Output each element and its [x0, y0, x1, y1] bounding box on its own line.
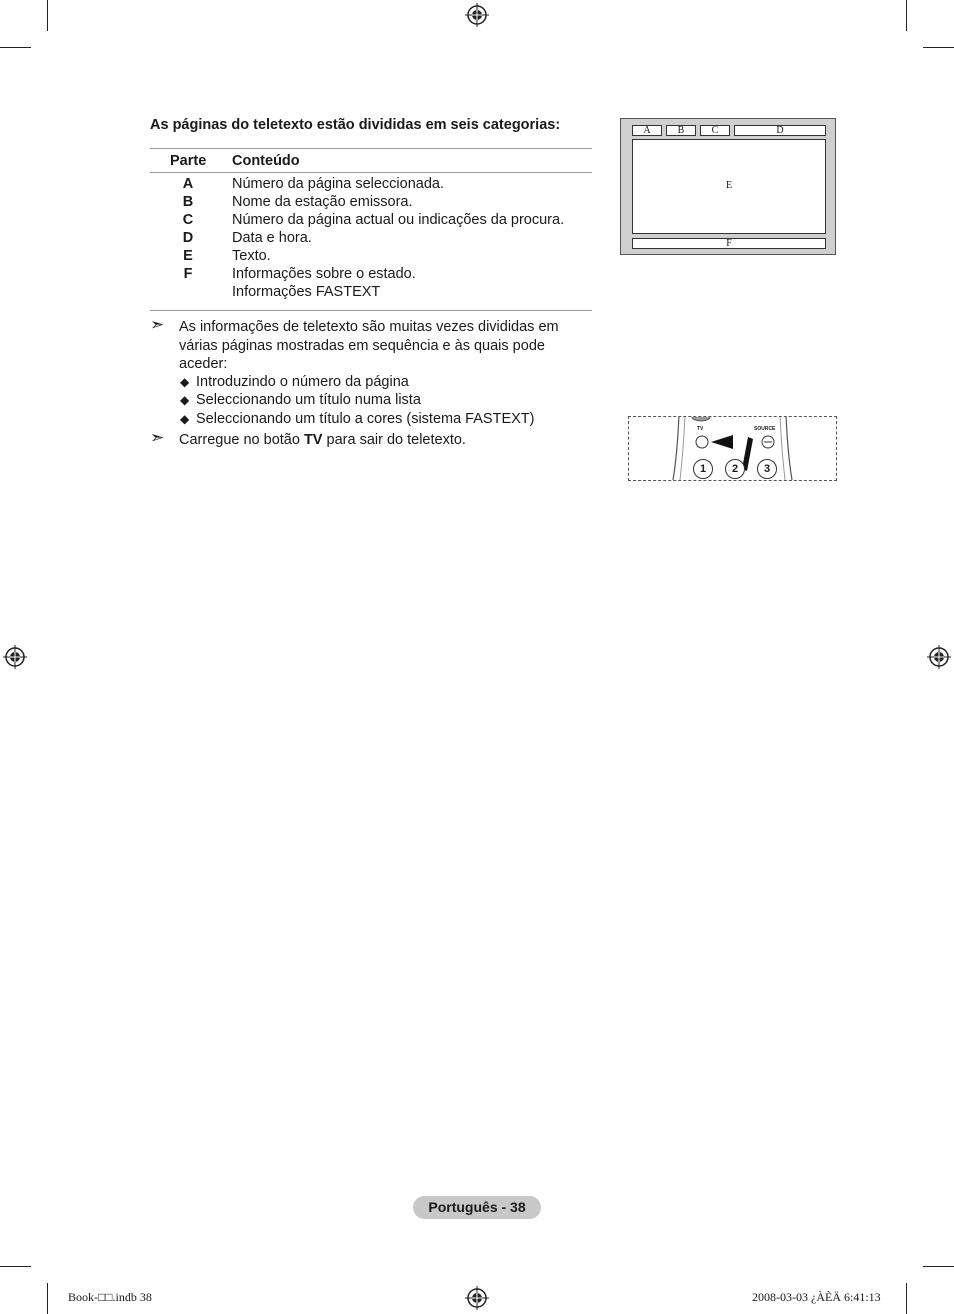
crop-mark [923, 1266, 954, 1267]
region-d-label: D [734, 125, 826, 136]
table-row [150, 284, 592, 302]
column-header-part: Parte [170, 153, 207, 169]
section-heading: As páginas do teletexto estão divididas em seis categorias: [150, 117, 561, 133]
number-button-3: 3 [757, 459, 777, 479]
list-item-text: Introduzindo o número da página [196, 374, 409, 390]
note-text-part: para sair do teletexto. [322, 432, 466, 448]
row-part: D [182, 230, 194, 246]
print-file-info: Book-□□.indb 38 [68, 1290, 152, 1304]
print-timestamp: 2008-03-03 ¿ÀÈÄ 6:41:13 [752, 1290, 881, 1304]
crop-mark [47, 0, 48, 31]
crop-mark [47, 1283, 48, 1314]
source-button-label: SOURCE [754, 426, 776, 432]
row-content: Data e hora. [232, 230, 312, 246]
row-content: Número da página actual ou indicações da procura. [232, 212, 565, 228]
teletext-layout-diagram [620, 118, 836, 255]
row-part: A [182, 176, 194, 192]
table-header-rule [150, 172, 592, 173]
row-content: Informações sobre o estado. [232, 266, 416, 282]
note-arrow-icon: ➣ [150, 315, 165, 334]
row-part: C [182, 212, 194, 228]
list-item-text: Seleccionando um título a cores (sistema FASTEXT) [196, 411, 535, 427]
page-number-badge: Português - 38 [413, 1196, 541, 1219]
tv-button-label: TV [697, 426, 704, 432]
region-c-label: C [700, 125, 730, 136]
row-part: E [183, 248, 193, 264]
list-item [180, 411, 534, 427]
region-e-label: E [725, 180, 733, 191]
crop-mark [923, 47, 954, 48]
registration-mark-icon [3, 645, 27, 669]
list-item [180, 392, 421, 408]
crop-mark [0, 47, 31, 48]
region-e-screen [632, 139, 826, 234]
number-button-1: 1 [693, 459, 713, 479]
registration-mark-icon [927, 645, 951, 669]
row-part: F [183, 266, 193, 282]
region-b-label: B [666, 125, 696, 136]
note-text: As informações de teletexto são muitas vezes divididas em várias páginas mostradas em sequência e às quais pode aceder: [179, 319, 559, 372]
diamond-bullet-icon: ◆ [180, 393, 190, 407]
table-row [150, 176, 592, 194]
note-text [179, 431, 579, 450]
region-a-label: A [632, 125, 662, 136]
list-item [180, 374, 409, 390]
row-part: B [182, 194, 194, 210]
region-f-label: F [632, 238, 826, 249]
table-row [150, 248, 592, 266]
number-button-2: 2 [725, 459, 745, 479]
table-top-rule [150, 148, 592, 149]
list-item-text: Seleccionando um título numa lista [196, 392, 421, 408]
tv-keyword: TV [303, 432, 323, 448]
table-row [150, 212, 592, 230]
column-header-content: Conteúdo [232, 153, 300, 169]
table-row [150, 194, 592, 212]
row-content: Informações FASTEXT [232, 284, 381, 300]
remote-control-illustration [628, 416, 837, 481]
table-row [150, 230, 592, 248]
crop-mark [906, 1283, 907, 1314]
diamond-bullet-icon: ◆ [180, 375, 190, 389]
row-content: Número da página seleccionada. [232, 176, 444, 192]
diamond-bullet-icon: ◆ [180, 412, 190, 426]
row-content: Nome da estação emissora. [232, 194, 413, 210]
crop-mark [0, 1266, 31, 1267]
table-bottom-rule [150, 310, 592, 311]
note-arrow-icon: ➣ [150, 428, 165, 447]
table-row [150, 266, 592, 284]
crop-mark [906, 0, 907, 31]
row-content: Texto. [232, 248, 271, 264]
registration-mark-icon [465, 3, 489, 27]
registration-mark-icon [465, 1286, 489, 1310]
note-text-part: Carregue no botão [179, 432, 304, 448]
